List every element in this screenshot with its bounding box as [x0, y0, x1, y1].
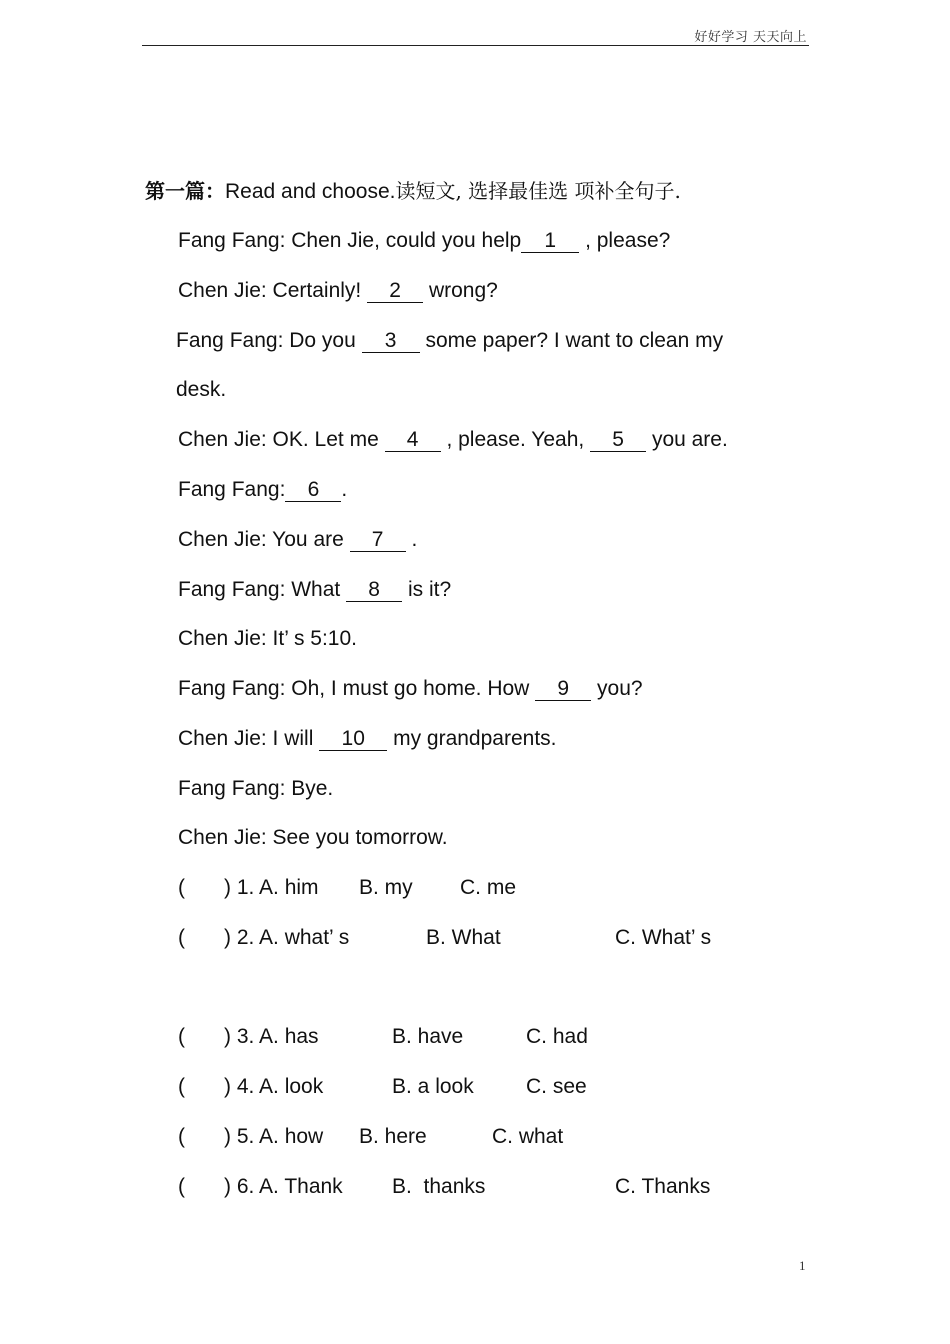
dialogue-text: you are. [651, 428, 728, 451]
dialogue-line-10 [178, 676, 643, 702]
dialogue-text: you? [597, 677, 643, 700]
dialogue-line-9 [178, 626, 357, 652]
dialogue-line-12 [178, 776, 333, 802]
option-a: ) 3. A. has [224, 1025, 319, 1048]
section-title [145, 178, 681, 205]
blank-6: 6 [285, 479, 341, 502]
option-a: ) 2. A. what’ s [224, 926, 350, 949]
dialogue-text: Fang Fang: Oh, I must go home. How [178, 677, 530, 700]
dialogue-text: Fang Fang: [178, 478, 286, 501]
dialogue-text: . [411, 528, 418, 551]
option-a: ) 1. A. him [224, 876, 319, 899]
dialogue-line-3 [176, 328, 723, 354]
dialogue-line-2 [178, 278, 498, 304]
option-c: C. see [526, 1075, 587, 1098]
dialogue-text: ong? [451, 279, 498, 302]
instruction-chinese: 读短文, 选择最佳选 项补全句子. [395, 179, 681, 203]
option-c: C. me [460, 876, 517, 899]
dialogue-line-1 [178, 228, 670, 254]
dialogue-text: , p [585, 229, 609, 252]
blank-9: 9 [535, 678, 591, 701]
dialogue-text: my grandparents. [393, 727, 557, 750]
answer-paren[interactable]: ( [178, 1025, 185, 1048]
blank-1: 1 [521, 230, 579, 253]
page-number: 1 [799, 1258, 806, 1273]
question-row [178, 1174, 710, 1200]
dialogue-text: Fang Fang: Bye. [178, 777, 334, 800]
option-b: B. thanks [392, 1175, 486, 1198]
answer-paren[interactable]: ( [178, 1125, 185, 1148]
section-label: 第一篇： [145, 179, 225, 203]
dialogue-line-13 [178, 825, 448, 851]
dialogue-text: Fang Fang: Do you [176, 329, 356, 352]
answer-paren[interactable]: ( [178, 1175, 185, 1198]
dialogue-text: is it? [407, 578, 452, 601]
option-b: B. What [426, 926, 501, 949]
dialogue-text: wr [428, 279, 452, 302]
option-b: B. a look [392, 1075, 474, 1098]
dialogue-text: Chen Jie: OK. Let me [178, 428, 379, 451]
dialogue-text: Chen Jie: It’ s 5:10. [178, 627, 357, 650]
dialogue-text: desk. [176, 378, 227, 401]
blank-8: 8 [346, 579, 402, 602]
option-a: ) 4. A. look [224, 1075, 324, 1098]
dialogue-line-4 [176, 377, 226, 403]
option-a: ) 5. A. how [224, 1125, 324, 1148]
dialogue-line-5 [178, 427, 728, 453]
instruction-english: Read and choose. [225, 180, 396, 203]
option-c: C. what [492, 1125, 564, 1148]
option-c: C. Thanks [615, 1175, 711, 1198]
option-b: B. here [359, 1125, 427, 1148]
dialogue-line-6 [178, 477, 347, 503]
blank-5: 5 [590, 429, 646, 452]
dialogue-text: Chen Jie: Certainly! [178, 279, 362, 302]
option-c: C. What’ s [615, 926, 712, 949]
dialogue-text: , please. Yeah, [446, 428, 585, 451]
answer-paren[interactable]: ( [178, 926, 185, 949]
option-b: B. my [359, 876, 413, 899]
dialogue-text: . [341, 478, 348, 501]
blank-7: 7 [350, 529, 406, 552]
dialogue-line-7 [178, 527, 417, 553]
dialogue-text: Chen Jie: You are [178, 528, 344, 551]
page-header-text: 好好学习 天天向上 [694, 30, 807, 45]
blank-4: 4 [385, 429, 441, 452]
question-row [178, 925, 711, 951]
dialogue-text: Chen Jie: See you tomorrow. [178, 826, 448, 849]
dialogue-line-11 [178, 726, 557, 752]
question-row [178, 1024, 588, 1050]
question-row [178, 1124, 563, 1150]
option-b: B. have [392, 1025, 464, 1048]
dialogue-text: lease? [608, 229, 671, 252]
option-a: ) 6. A. Thank [224, 1175, 343, 1198]
header-divider [142, 45, 809, 46]
dialogue-text: Fang Fang: Chen Jie, could you help [178, 229, 522, 252]
dialogue-line-8 [178, 577, 451, 603]
dialogue-text: some paper? I want to clean my [425, 329, 724, 352]
blank-10: 10 [319, 728, 387, 751]
answer-paren[interactable]: ( [178, 1075, 185, 1098]
dialogue-text: Chen Jie: I will [178, 727, 314, 750]
question-row [178, 1074, 587, 1100]
option-c: C. had [526, 1025, 588, 1048]
question-row [178, 875, 516, 901]
blank-2: 2 [367, 280, 423, 303]
answer-paren[interactable]: ( [178, 876, 185, 899]
dialogue-text: Fang Fang: What [178, 578, 341, 601]
blank-3: 3 [362, 330, 420, 353]
